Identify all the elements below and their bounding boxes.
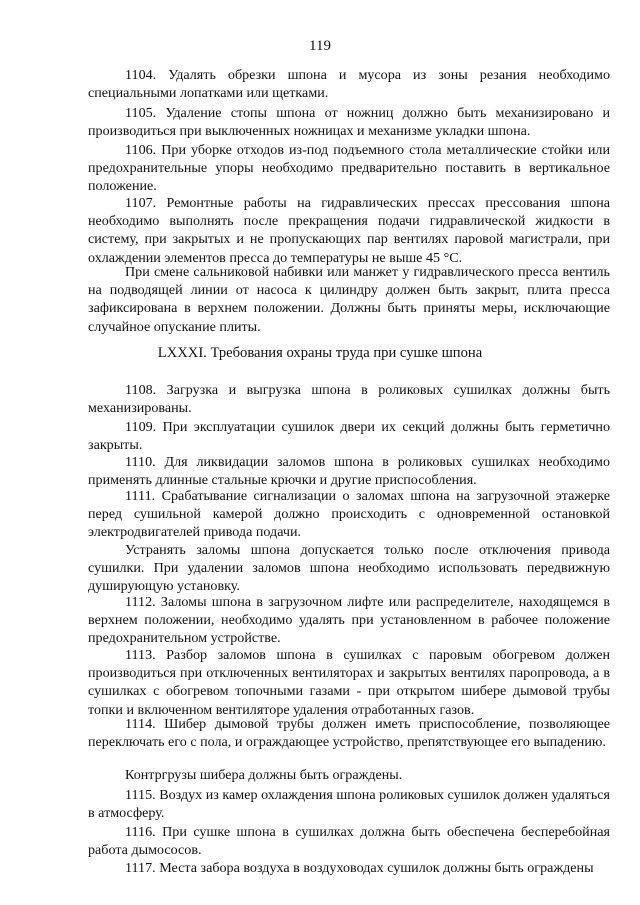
paragraph-1112: 1112. Заломы шпона в загрузочном лифте или распределителе, находящемся в верхнем положении, необходимо удалять при установленном в рабочее положение предохранительном устройстве. bbox=[88, 594, 610, 647]
paragraph-1114: 1114. Шибер дымовой трубы должен иметь приспособление, позволяющее переключать его с пола, и ограждающее устройство, препятствующее его выпадению. bbox=[88, 716, 610, 751]
paragraph-1115: 1115. Воздух из камер охлаждения шпона роликовых сушилок должен удаляться в атмосферу. bbox=[88, 787, 610, 822]
paragraph-1109: 1109. При эксплуатации сушилок двери их секций должны быть герметично закрыты. bbox=[88, 419, 610, 454]
paragraph-1111: 1111. Срабатывание сигнализации о заломах шпона на загрузочной этажерке перед сушильной камерой должно происходить с одновременной остановкой электродвигателей привода подачи. bbox=[88, 488, 610, 541]
paragraph-1110: 1110. Для ликвидации заломов шпона в роликовых сушилках необходимо применять длинные стальные крючки и другие приспособления. bbox=[88, 454, 610, 489]
section-heading: LXXXI. Требования охраны труда при сушке шпона bbox=[157, 345, 483, 361]
paragraph-counterweights: Контргрузы шибера должны быть ограждены. bbox=[125, 767, 403, 783]
paragraph-1106: 1106. При уборке отходов из-под подъемного стола металлические стойки или предохранительные упоры необходимо предварительно поставить в вертикальное положение. bbox=[88, 142, 610, 195]
paragraph-1117: 1117. Места забора воздуха в воздуховодах сушилок должны быть ограждены bbox=[125, 860, 594, 876]
paragraph-press-seal: При смене сальниковой набивки или манжет у гидравлического пресса вентиль на подводящей линии от насоса к цилиндру должен быть закрыт, плита пресса зафиксирована в верхнем положении. Должны быть приняты меры, исключающие случайное опускание плиты. bbox=[88, 264, 610, 335]
paragraph-1108: 1108. Загрузка и выгрузка шпона в роликовых сушилках должны быть механизированы. bbox=[88, 382, 610, 417]
paragraph-1107: 1107. Ремонтные работы на гидравлических прессах прессования шпона необходимо выполнять после прекращения подачи гидравлической жидкости в систему, при закрытых и не пропускающих пар вентилях паровой магистрали, при охлаждении элементов пресса до температуры не выше 45 °С. bbox=[88, 195, 610, 266]
paragraph-1116: 1116. При сушке шпона в сушилках должна быть обеспечена бесперебойная работа дымососов. bbox=[88, 824, 610, 859]
paragraph-1105: 1105. Удаление стопы шпона от ножниц должно быть механизировано и производиться при выключенных ножницах и механизме укладки шпона. bbox=[88, 105, 610, 140]
paragraph-jam-removal: Устранять заломы шпона допускается только после отключения привода сушилки. При удалении заломов шпона необходимо использовать передвижную душирующую установку. bbox=[88, 542, 610, 595]
page-number: 119 bbox=[309, 38, 331, 54]
paragraph-1113: 1113. Разбор заломов шпона в сушилках с паровым обогревом должен производиться при отключенных вентиляторах и закрытых вентилях паропровода, а в сушилках с обогревом топочными газами - при открытом шибере дымовой трубы топки и включенном вентиляторе удаления отработанных газов. bbox=[88, 647, 610, 718]
paragraph-1104: 1104. Удалять обрезки шпона и мусора из зоны резания необходимо специальными лопатками или щетками. bbox=[88, 67, 610, 102]
